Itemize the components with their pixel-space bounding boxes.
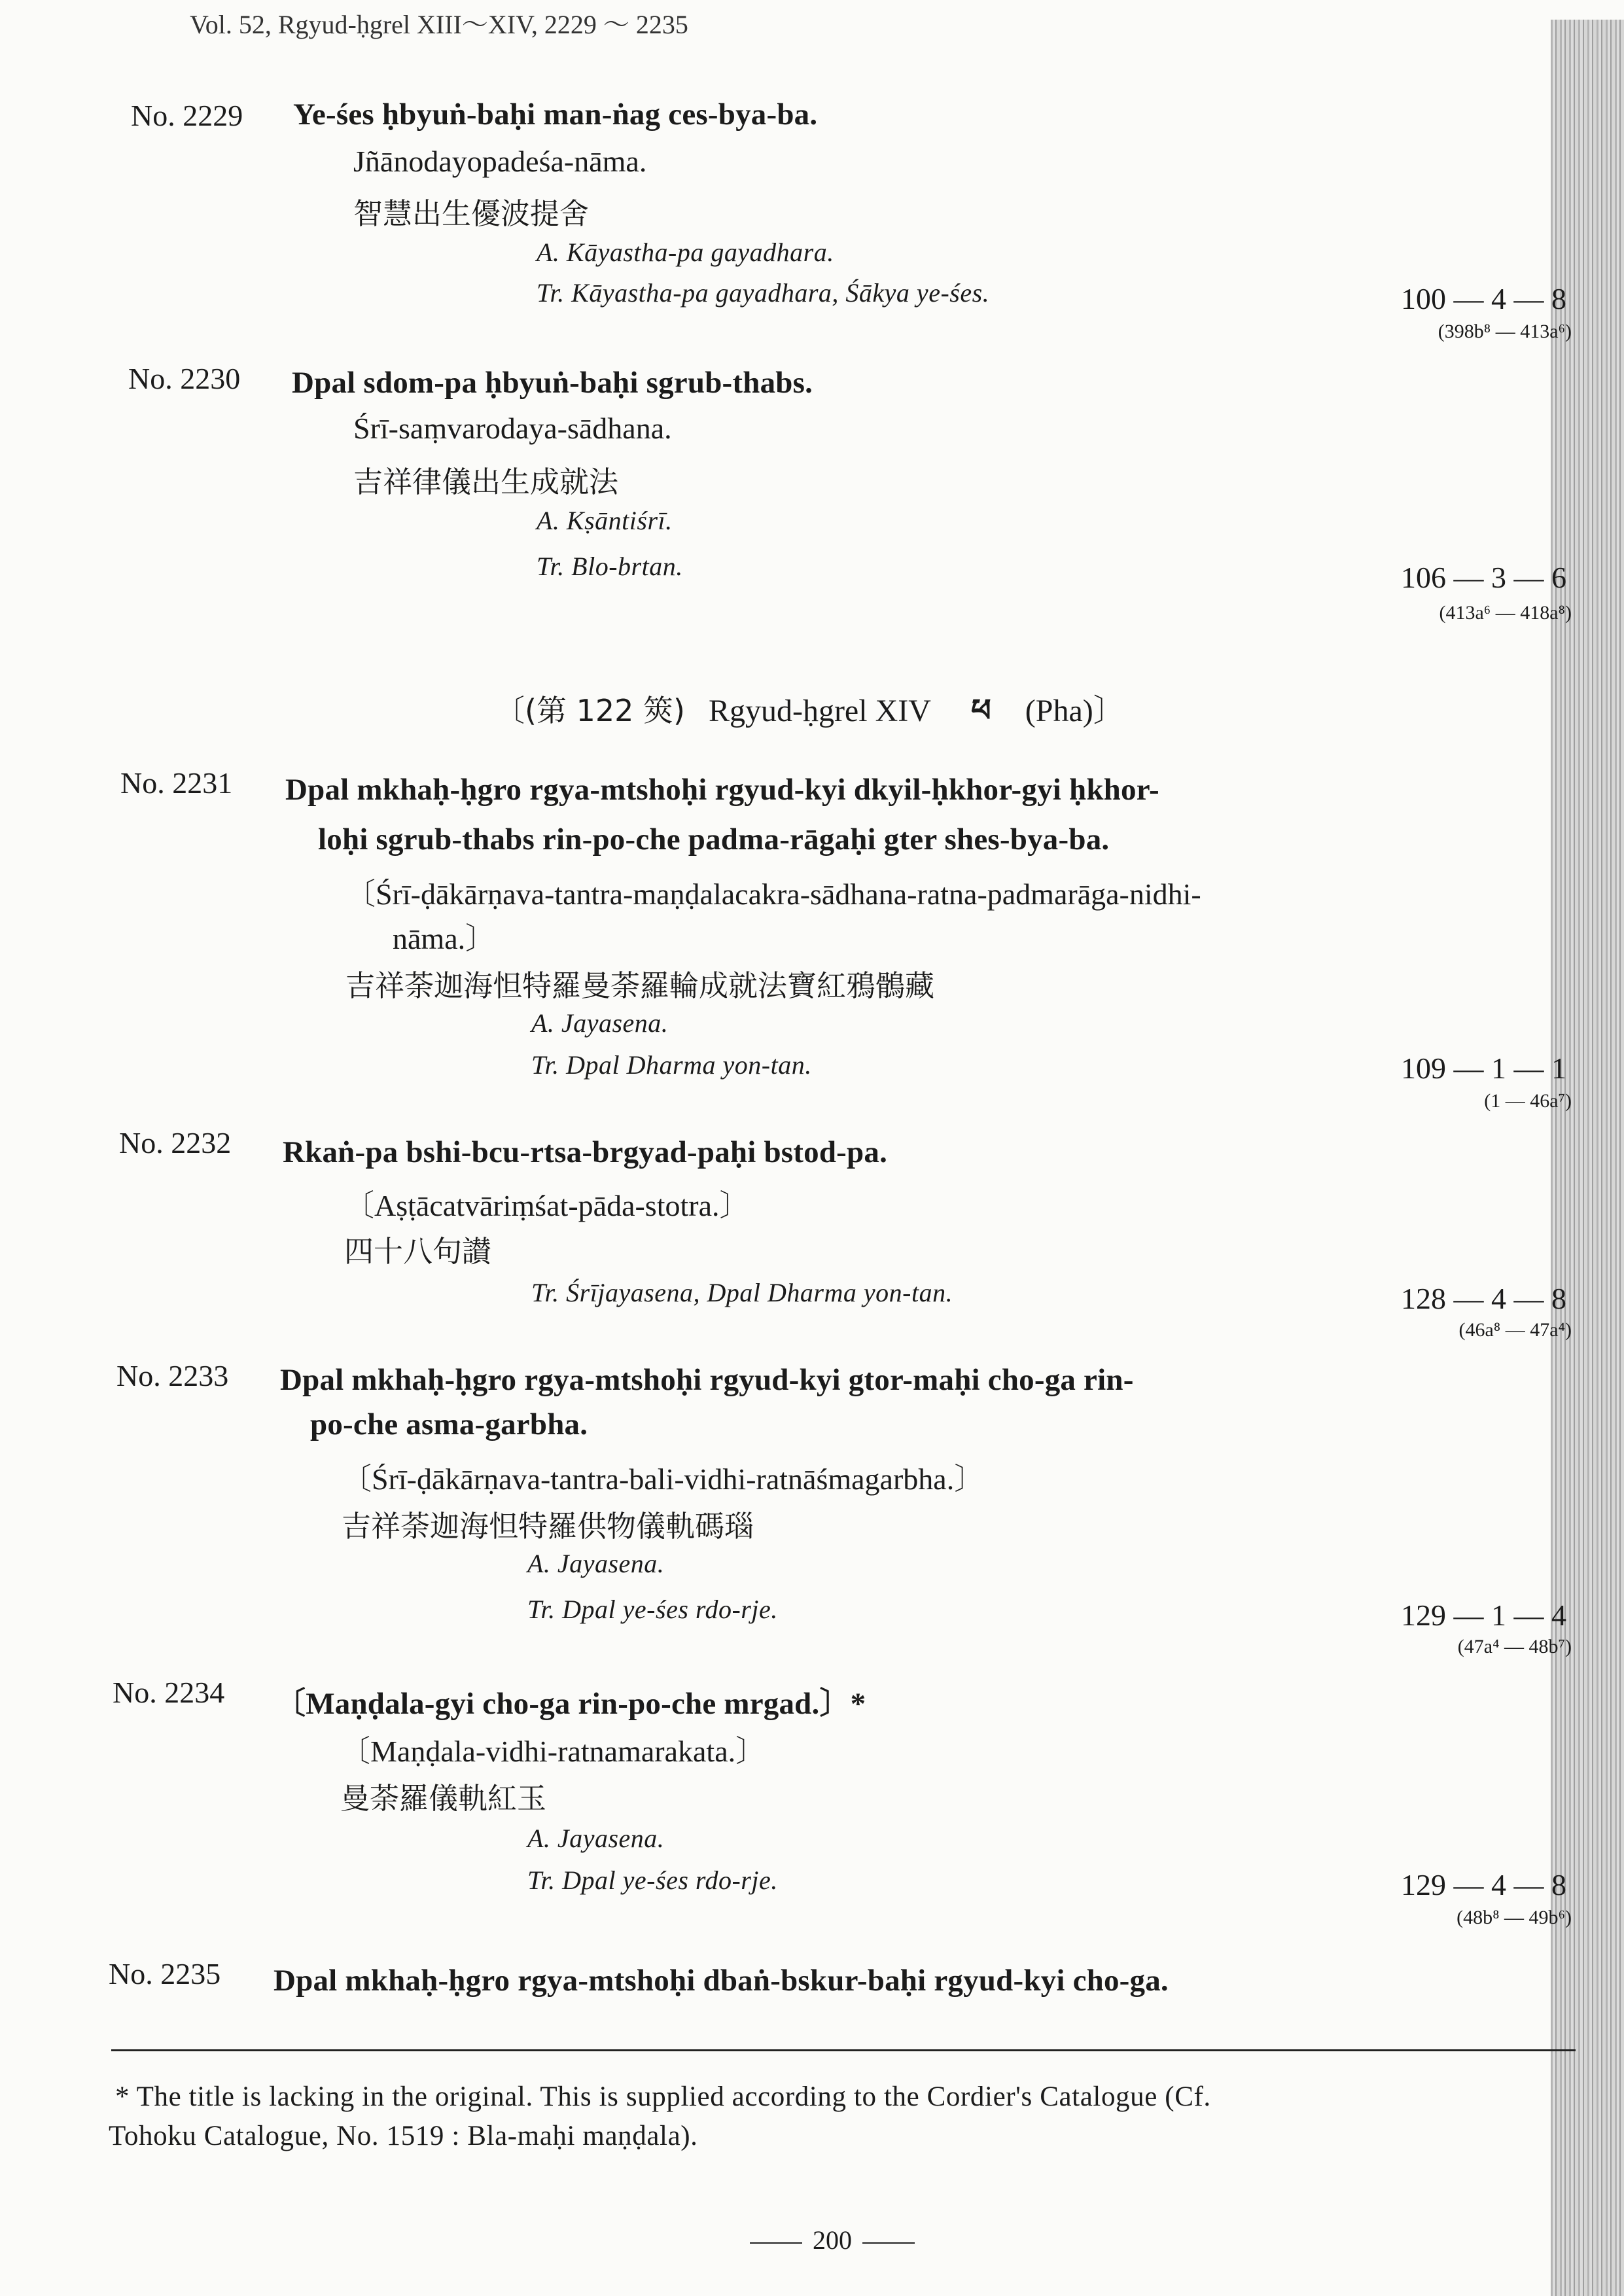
entry-number: No. 2233 [116, 1359, 229, 1392]
tibetan-title-cont: po-che asma-garbha. [310, 1407, 588, 1441]
author: A. Jayasena. [527, 1549, 665, 1578]
page-reference: 106 — 3 — 6 [1401, 561, 1566, 594]
page-reference: 129 — 1 — 4 [1401, 1598, 1566, 1632]
tibetan-title: Dpal mkhaḥ-ḥgro rgya-mtshoḥi rgyud-kyi dkyil-ḥkhor-gyi ḥkhor- [285, 773, 1159, 807]
volume-number: 〔(第 122 筴) [495, 693, 685, 728]
tibetan-title: Rkaṅ-pa bshi-bcu-rtsa-brgyad-paḥi bstod-pa. [283, 1135, 888, 1169]
translator: Tr. Dpal ye-śes rdo-rje. [527, 1595, 778, 1624]
footnote-divider [111, 2049, 1576, 2051]
folio-range: (1 — 46a⁷) [1484, 1090, 1572, 1112]
author: A. Jayasena. [527, 1824, 665, 1853]
scanned-page-edge [1551, 20, 1624, 2296]
sanskrit-title-cont: nāma.〕 [393, 922, 496, 955]
tibetan-title-cont: loḥi sgrub-thabs rin-po-che padma-rāgaḥi gter shes-bya-ba. [318, 822, 1110, 857]
folio-range: (48b⁸ — 49b⁶) [1456, 1907, 1572, 1928]
page-reference: 109 — 1 — 1 [1401, 1051, 1566, 1085]
sanskrit-title: 〔Śrī-ḍākārṇava-tantra-maṇḍalacakra-sādhana-ratna-padmarāga-nidhi- [345, 877, 1201, 911]
folio-range: (47a⁴ — 48b⁷) [1457, 1636, 1572, 1657]
volume-letter: (Pha)〕 [1025, 694, 1125, 728]
translator: Tr. Śrījayasena, Dpal Dharma yon-tan. [531, 1278, 953, 1307]
entry-number: No. 2232 [119, 1126, 232, 1159]
page-number [739, 2225, 925, 2255]
folio-range: (46a⁸ — 47a⁴) [1458, 1319, 1572, 1341]
folio-range: (398b⁸ — 413a⁶) [1438, 321, 1572, 342]
translator: Tr. Dpal Dharma yon-tan. [531, 1050, 812, 1080]
page-reference: 129 — 4 — 8 [1401, 1868, 1566, 1901]
tibetan-title: Dpal mkhaḥ-ḥgro rgya-mtshoḥi dbaṅ-bskur-baḥi rgyud-kyi cho-ga. [274, 1964, 1169, 1998]
page-number-dash [862, 2242, 915, 2244]
tibetan-letter: ཕ [971, 692, 991, 729]
translator: Tr. Blo-brtan. [537, 552, 683, 581]
chinese-title: 智慧出生優波提舍 [353, 196, 590, 231]
translator: Tr. Kāyastha-pa gayadhara, Śākya ye-śes. [537, 278, 990, 308]
page-reference: 128 — 4 — 8 [1401, 1282, 1566, 1315]
volume-title: Rgyud-ḥgrel XIV [708, 694, 931, 728]
entry-number: No. 2234 [113, 1676, 225, 1709]
translator: Tr. Dpal ye-śes rdo-rje. [527, 1865, 778, 1895]
tibetan-title: Dpal sdom-pa ḥbyuṅ-baḥi sgrub-thabs. [292, 366, 813, 400]
sanskrit-title: 〔Śrī-ḍākārṇava-tantra-bali-vidhi-ratnāśmagarbha.〕 [342, 1462, 985, 1496]
chinese-title: 吉祥荼迦海怛特羅曼荼羅輪成就法寶紅鴉鶻藏 [345, 968, 935, 1003]
tibetan-title: Ye-śes ḥbyuṅ-baḥi man-ṅag ces-bya-ba. [293, 97, 818, 132]
chinese-title: 吉祥律儀出生成就法 [353, 465, 619, 499]
folio-range: (413a⁶ — 418a⁸) [1439, 602, 1572, 624]
sanskrit-title: Śrī-saṃvarodaya-sādhana. [353, 412, 672, 445]
entry-number: No. 2230 [128, 362, 241, 395]
page-reference: 100 — 4 — 8 [1401, 282, 1566, 315]
entry-number: No. 2235 [109, 1957, 221, 1990]
sanskrit-title: 〔Maṇḍala-vidhi-ratnamarakata.〕 [340, 1735, 766, 1768]
sanskrit-title: Jñānodayopadeśa-nāma. [353, 145, 647, 178]
page-number-dash [750, 2242, 802, 2244]
sanskrit-title: 〔Aṣṭācatvāriṃśat-pāda-stotra.〕 [344, 1189, 750, 1222]
tibetan-title: Dpal mkhaḥ-ḥgro rgya-mtshoḥi rgyud-kyi gtor-maḥi cho-ga rin- [280, 1363, 1134, 1397]
footnote-line: * The title is lacking in the original. This is supplied according to the Cordier's Catalogue (Cf. [115, 2081, 1211, 2112]
author: A. Jayasena. [531, 1008, 669, 1038]
running-header: Vol. 52, Rgyud-ḥgrel XIII～XIV, 2229 ～ 2235 [190, 10, 688, 39]
tibetan-title: 〔Maṇḍala-gyi cho-ga rin-po-che mrgad.〕* [275, 1687, 866, 1721]
page-number-value: 200 [813, 2225, 852, 2255]
entry-number: No. 2231 [120, 766, 233, 800]
chinese-title: 吉祥荼迦海怛特羅供物儀軌碼瑙 [342, 1509, 754, 1544]
volume-heading [495, 675, 1125, 764]
entry-number: No. 2229 [131, 99, 243, 132]
chinese-title: 曼荼羅儀軌紅玉 [340, 1781, 547, 1816]
author: A. Kāyastha-pa gayadhara. [537, 238, 834, 267]
footnote-line: Tohoku Catalogue, No. 1519 : Bla-maḥi maṇḍala). [109, 2121, 698, 2151]
author: A. Kṣāntiśrī. [537, 506, 673, 535]
chinese-title: 四十八句讃 [344, 1234, 492, 1269]
